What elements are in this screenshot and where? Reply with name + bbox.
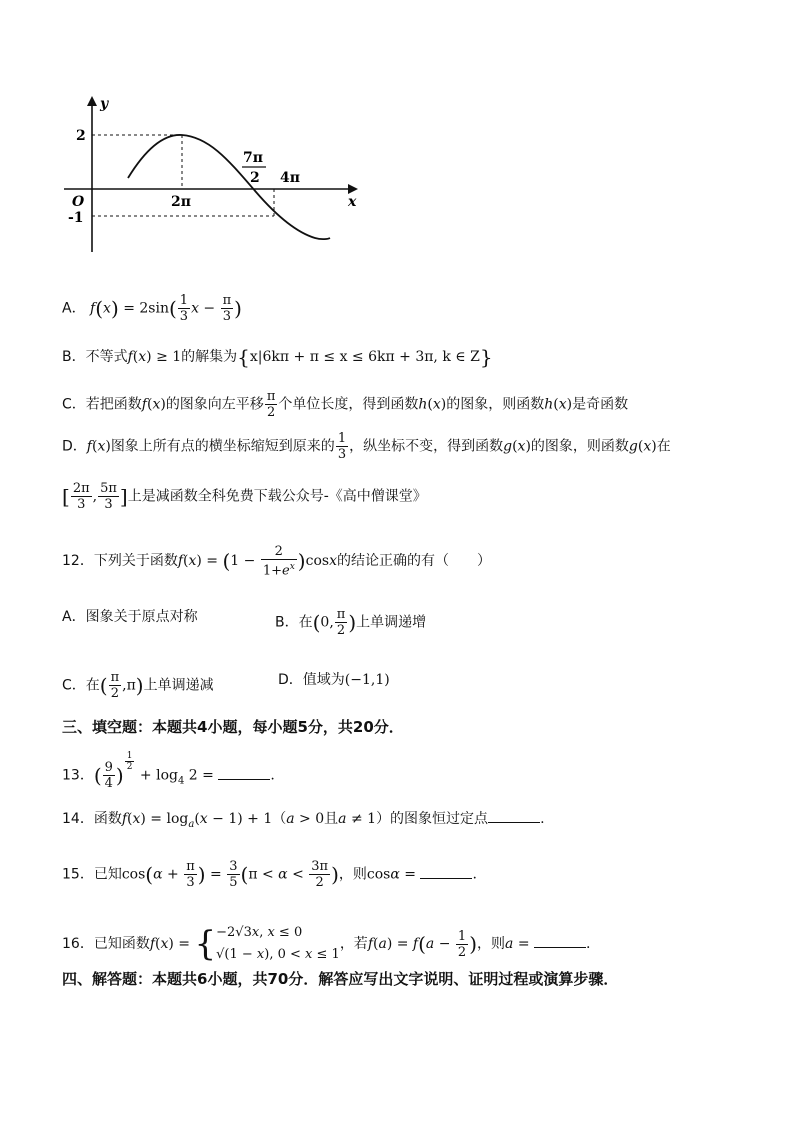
y-label: y [100,96,109,112]
q11-option-c: C．若把函数f(x)的图象向左平移 $\frac{\pi}{2}$ 个单位长度，得到函数h(x)的图象，则函数h(x)是奇函数 [62,389,629,420]
answer-blank-13[interactable] [218,765,270,780]
q11-option-a: A． f(x) = 2sin( $\frac{1}{3}$ x − $\frac{\pi}{3}$ ) [62,293,242,324]
tick-x-4pi: 4π [280,170,300,186]
q12-option-c: C．在( $\frac{\pi}{2}$ ,π)上单调递减 [62,670,214,701]
origin-label: O [72,194,85,210]
tick-x-7pi2-num: 7π [243,150,263,166]
q14: 14．函数$f(x) = \log_a(x - 1) + 1(a > 0$且a ≠ 1）的图象恒过定点 . [62,808,545,835]
q11-option-d: D．f(x)图象上所有点的横坐标缩短到原来的 $\frac{1}{3}$ ，纵坐标不变，得到函数g(x)的图象，则函数g(x)在 [62,431,671,462]
q11-option-b: B．不等式f(x) ≥ 1的解集为{x|6kπ + π ≤ x ≤ 6kπ + 3π, k ∈ Z} [62,345,493,369]
x-axis-arrow [348,184,358,194]
sine-graph [60,92,370,262]
q13: 13．( $\frac{9}{4}$ ) $^{\frac{1}{2}}$ + $\log_4 2$ = . [62,750,275,791]
q12-option-d: D．值域为(−1,1) [278,672,390,688]
q12-option-b: B．在(0, $\frac{\pi}{2}$ )上单调递增 [275,607,427,638]
sine-curve [128,135,330,239]
q11-option-d-cont: [ $\frac{2\pi}{3}$ , $\frac{5\pi}{3}$ ]上是减函数全科免费下载公众号-《高中僧课堂》 [62,481,427,512]
q12-stem: 12．下列关于函数f(x) = (1 − $\frac{2}{1+e^x}$ )cosx的结论正确的有（ ） [62,544,491,579]
tick-y--1: -1 [68,210,84,226]
section-3-heading: 三、填空题：本题共4小题，每小题5分，共20分． [62,718,404,736]
section-4-heading: 四、解答题：本题共6小题，共70分．解答应写出文字说明、证明过程或演算步骤． [62,970,619,988]
answer-blank-15[interactable] [420,864,472,879]
answer-blank-16[interactable] [534,933,586,948]
x-label: x [348,194,357,210]
answer-blank-14[interactable] [488,808,540,823]
tick-x-2pi: 2π [171,194,191,210]
tick-y-2: 2 [76,128,86,144]
q15: 15．已知cos(α + $\frac{\pi}{3}$ ) = $\frac{3}{5}$ (π < α < $\frac{3\pi}{2}$ )，则cosα = . [62,859,477,890]
q12-option-a: A．图象关于原点对称 [62,609,198,625]
q16: 16．已知函数f(x) = { −2√3x, x ≤ 0 √(1 − x), 0 < x ≤ 1 ，若f(a) = f(a − $\frac{1}{2}$ )，则a = . [62,924,591,964]
y-axis-arrow [87,96,97,106]
tick-x-7pi2-den: 2 [250,170,260,186]
